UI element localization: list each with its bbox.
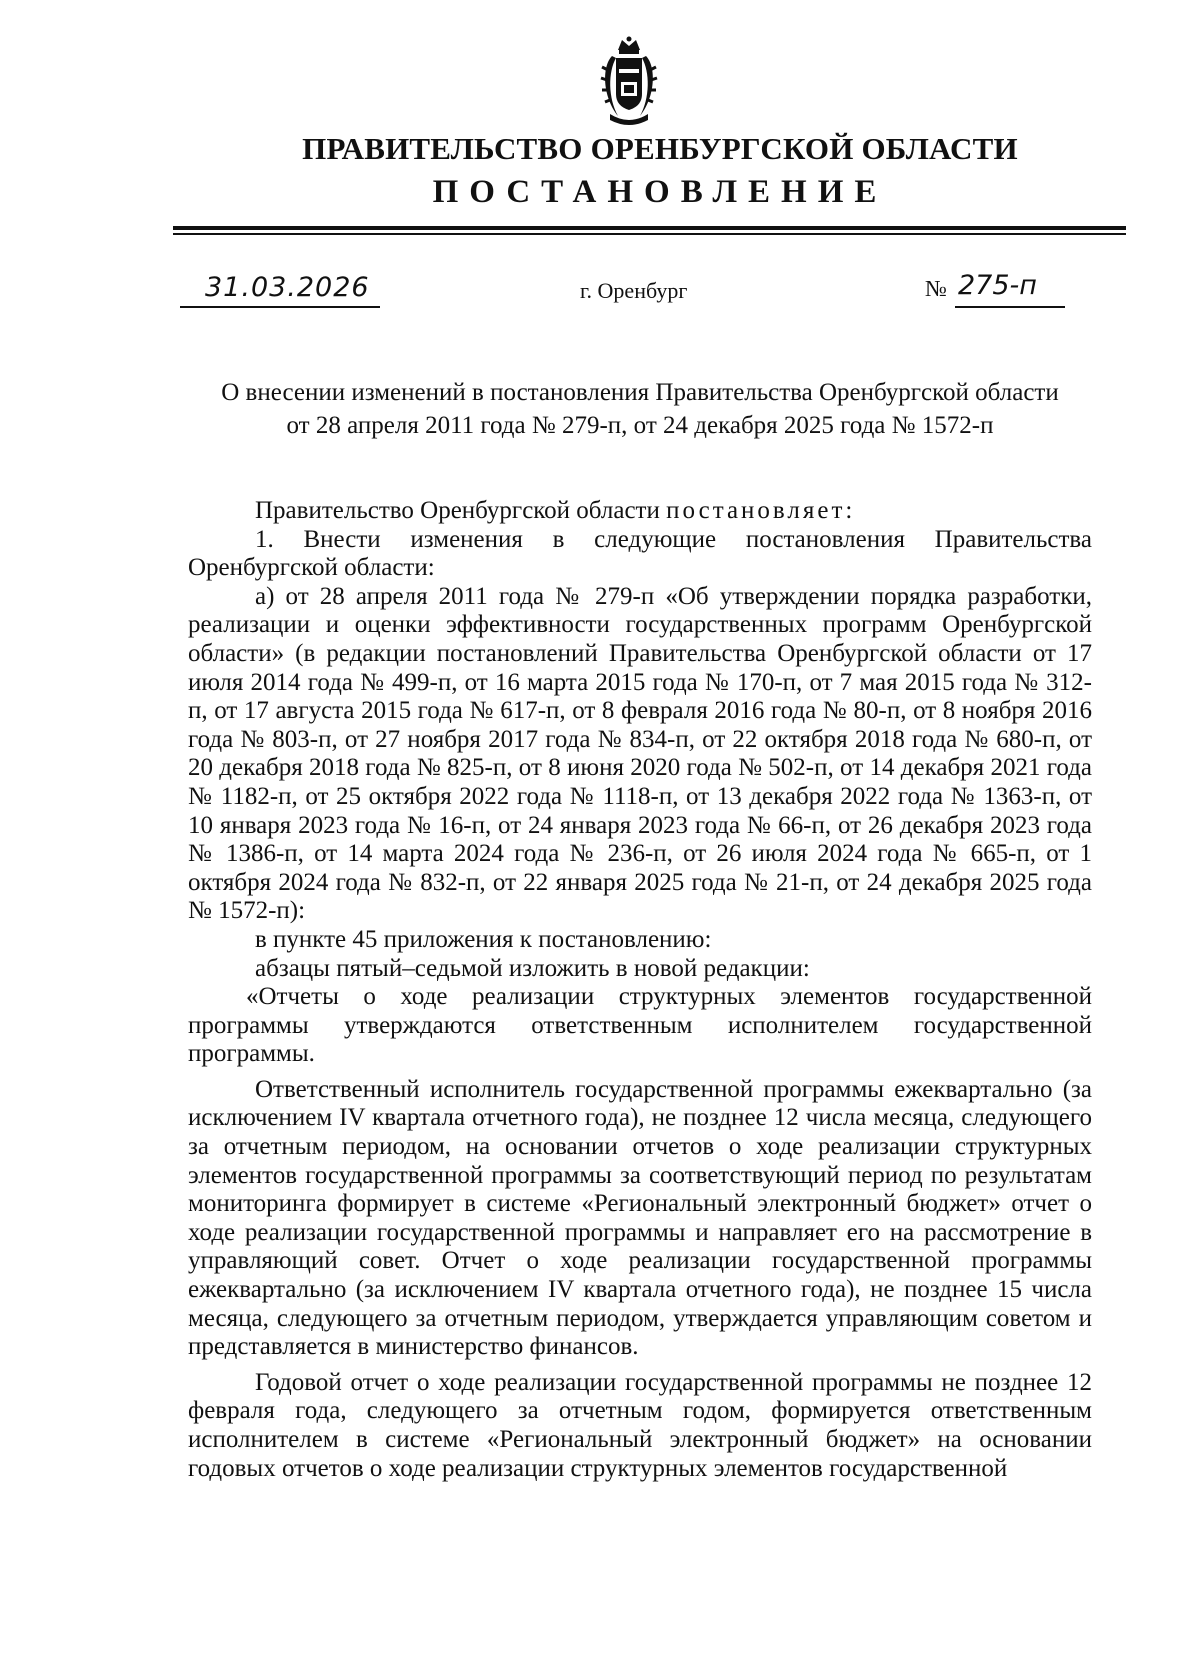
- body-paragraph: Ответственный исполнитель государственной программы ежеквартально (за исключением IV квартала отчетного года), не позднее 12 числа месяца, следующего за отчетным периодом, на основании отчетов о ходе реализации структурных элементов государственной программы за соответствующий период по результатам мониторинга формирует в системе «Региональный электронный бюджет» отчет о ходе реализации государственной программы и направляет его на рассмотрение в управляющий совет. Отчет о ходе реализации государственной программы ежеквартально (за исключением IV квартала отчетного года), не позднее 15 числа месяца, следующего за отчетным периодом, утверждается управляющим советом и представляется в министерство финансов.: [188, 1075, 1092, 1361]
- body-paragraph: «Отчеты о ходе реализации структурных элементов государственной программы утверждаются ответственным исполнителем государственной программы.: [188, 983, 1092, 1068]
- header-rule-thin: [173, 233, 1126, 235]
- document-date: 31.03.2026: [205, 272, 370, 303]
- coat-of-arms-emblem: [598, 36, 660, 126]
- document-subject: [180, 376, 1100, 442]
- preamble-text: Правительство Оренбургской области: [255, 497, 660, 524]
- subject-line-2: от 28 апреля 2011 года № 279-п, от 24 декабря 2025 года № 1572-п: [286, 412, 994, 439]
- body-paragraph: в пункте 45 приложения к постановлению:: [255, 925, 712, 953]
- date-underline: [180, 306, 380, 308]
- body-paragraph: абзацы пятый–седьмой изложить в новой редакции:: [255, 954, 810, 982]
- preamble: [188, 497, 1092, 526]
- body-paragraph: а) от 28 апреля 2011 года № 279-п «Об утверждении порядка разработки, реализации и оценки эффективности государственных программ Оренбургской области» (в редакции постановлений Правительства Оренбургской области от 17 июля 2014 года № 499-п, от 16 марта 2015 года № 170-п, от 7 мая 2015 года № 312-п, от 17 августа 2015 года № 617-п, от 8 февраля 2016 года № 80-п, от 8 ноября 2016 года № 803-п, от 27 ноября 2017 года № 834-п, от 22 октября 2018 года № 680-п, от 20 декабря 2018 года № 825-п, от 8 июня 2020 года № 502-п, от 14 декабря 2021 года № 1182-п, от 25 октября 2022 года № 1118-п, от 13 декабря 2022 года № 1363-п, от 10 января 2023 года № 16-п, от 24 января 2023 года № 66-п, от 26 декабря 2023 года № 1386-п, от 14 марта 2024 года № 236-п, от 26 июля 2024 года № 665-п, от 1 октября 2024 года № 832-п, от 22 января 2025 года № 21-п, от 24 декабря 2025 года № 1572-п):: [188, 582, 1092, 925]
- body-paragraph: 1. Внести изменения в следующие постановления Правительства Оренбургской области:: [188, 525, 1092, 582]
- organization-title: ПРАВИТЕЛЬСТВО ОРЕНБУРГСКОЙ ОБЛАСТИ: [302, 131, 1018, 166]
- body-paragraph: Годовой отчет о ходе реализации государственной программы не позднее 12 февраля года, следующего за отчетным годом, формируется ответственным исполнителем в системе «Региональный электронный бюджет» на основании годовых отчетов о ходе реализации структурных элементов государственной: [188, 1368, 1092, 1482]
- number-sign: №: [925, 276, 947, 301]
- preamble-verb: постановляет:: [666, 497, 856, 524]
- document-body: [188, 497, 1092, 1483]
- header-rule-thick: [173, 226, 1126, 230]
- number-underline: [955, 306, 1065, 308]
- subject-line-1: О внесении изменений в постановления Правительства Оренбургской области: [221, 379, 1059, 406]
- document-number: 275-п: [958, 270, 1037, 301]
- document-city: г. Оренбург: [580, 278, 688, 303]
- document-type-title: ПОСТАНОВЛЕНИЕ: [432, 174, 888, 210]
